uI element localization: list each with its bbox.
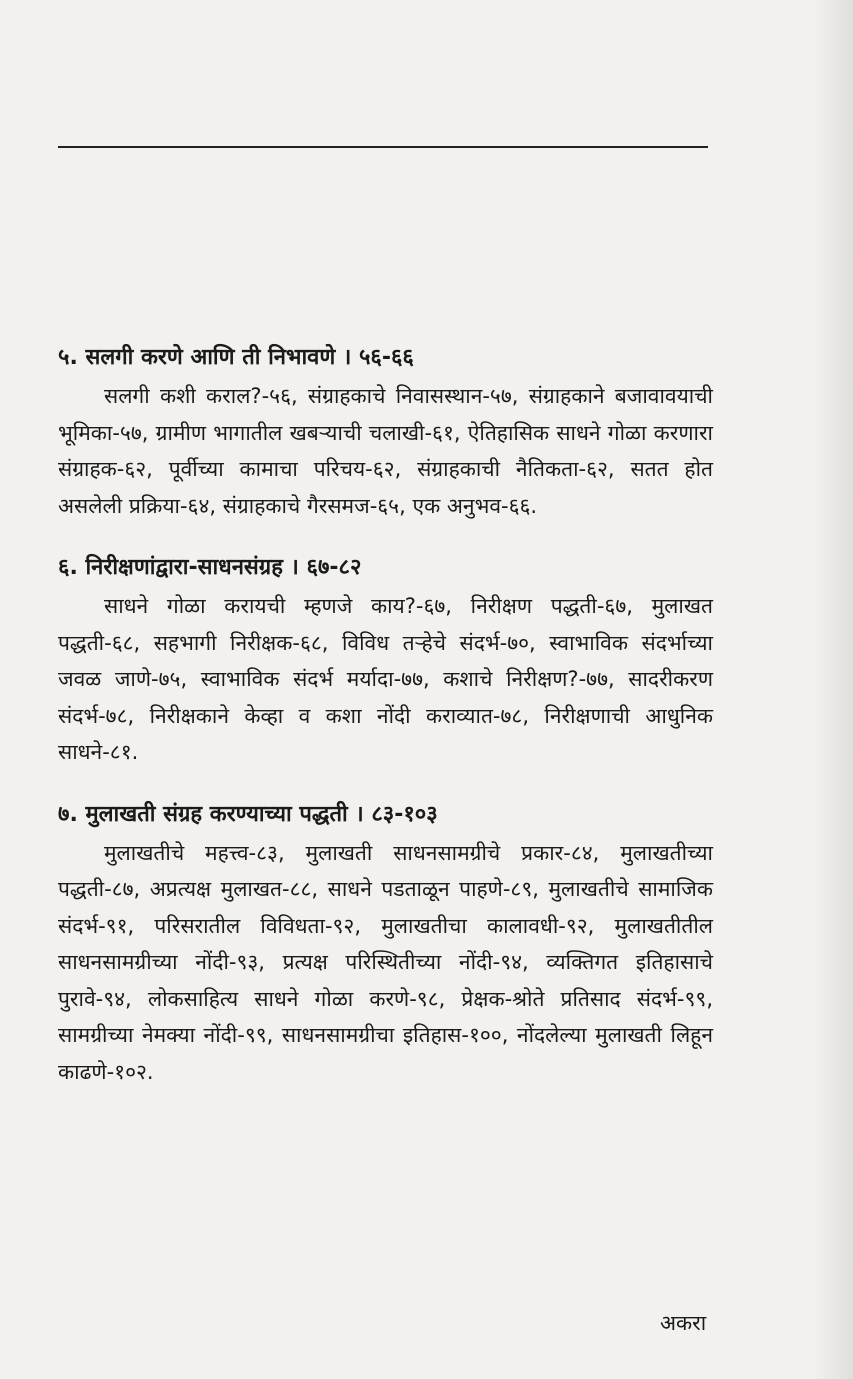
section-heading: ५. सलगी करणे आणि ती निभावणे । ५६-६६ xyxy=(58,345,414,370)
top-rule xyxy=(58,146,708,148)
section-entries: मुलाखतीचे महत्त्व-८३, मुलाखती साधनसामग्रीचे प्रकार-८४, मुलाखतीच्या पद्धती-८७, अप्रत्यक्ष मुलाखत-८८, साधने पडताळून पाहणे-८९, मुलाखतीचे सामाजिक संदर्भ-९१, परिसरातील विविधता-९२, मुलाखतीचा कालावधी-९२, मुलाखतीतील साधनसामग्रीच्या नोंदी-९३, प्रत्यक्ष परिस्थितीच्या नोंदी-९४, व्यक्तिगत इतिहासाचे पुरावे-९४, लोकसाहित्य साधने गोळा करणे-९८, प्रेक्षक-श्रोते प्रतिसाद संदर्भ-९९, सामग्रीच्या नेमक्या नोंदी-९९, साधनसामग्रीचा इतिहास-१००, नोंदलेल्या मुलाखती लिहून काढणे-१०२. xyxy=(58,840,713,1084)
page-number: अकरा xyxy=(660,1311,707,1335)
section-heading: ७. मुलाखती संग्रह करण्याच्या पद्धती । ८३-१०३ xyxy=(58,801,438,827)
table-of-contents xyxy=(58,340,713,1116)
section-entries: सलगी कशी कराल?-५६, संग्राहकाचे निवासस्थान-५७, संग्राहकाने बजावावयाची भूमिका-५७, ग्रामीण भागातील खबऱ्याची चलाखी-६१, ऐतिहासिक साधने गोळा करणारा संग्राहक-६२, पूर्वीच्या कामाचा परिचय-६२, संग्राहकाची नैतिकता-६२, सतत होत असलेली प्रक्रिया-६४, संग्राहकाचे गैरसमज-६५, एक अनुभव-६६. xyxy=(58,384,713,518)
page-edge-shadow xyxy=(813,0,853,1379)
toc-section-6 xyxy=(58,550,713,771)
toc-section-7 xyxy=(58,797,713,1091)
section-heading: ६. निरीक्षणांद्वारा-साधनसंग्रह । ६७-८२ xyxy=(58,555,362,580)
toc-section-5 xyxy=(58,340,713,524)
section-entries: साधने गोळा करायची म्हणजे काय?-६७, निरीक्षण पद्धती-६७, मुलाखत पद्धती-६८, सहभागी निरीक्षक-६८, विविध तऱ्हेचे संदर्भ-७०, स्वाभाविक संदर्भाच्या जवळ जाणे-७५, स्वाभाविक संदर्भ मर्यादा-७७, कशाचे निरीक्षण?-७७, सादरीकरण संदर्भ-७८, निरीक्षकाने केव्हा व कशा नोंदी कराव्यात-७८, निरीक्षणाची आधुनिक साधने-८१. xyxy=(58,594,713,764)
